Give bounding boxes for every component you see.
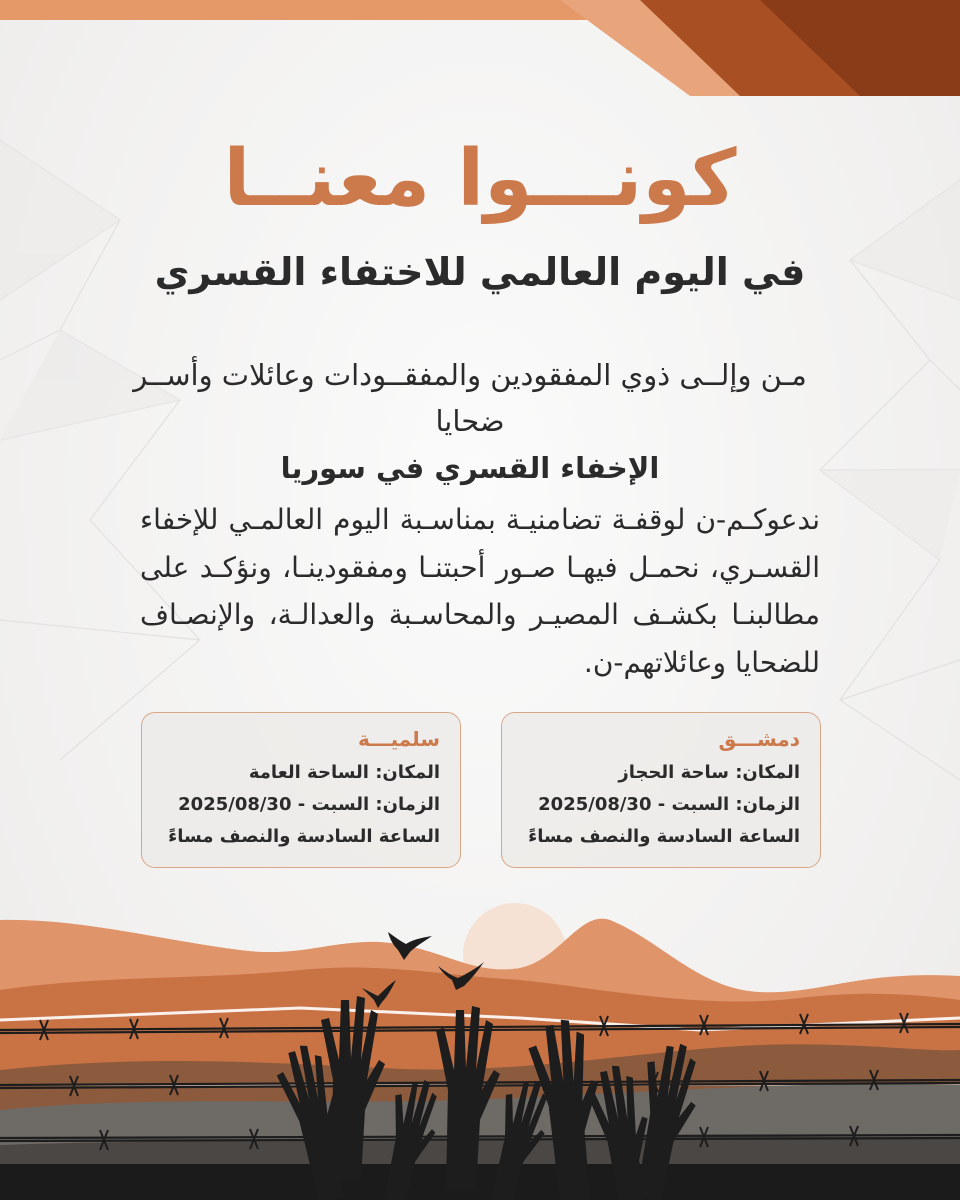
event-card-damascus — [501, 712, 821, 868]
audience-line: مـن وإلــى ذوي المفقودين والمفقــودات وعائلات وأســر ضحايا — [133, 358, 807, 439]
event-city: سلميـــة — [357, 727, 440, 751]
audience-emphasis: الإخفاء القسري في سوريا — [280, 450, 660, 485]
bottom-illustration — [0, 880, 960, 1200]
event-time: الساعة السادسة والنصف مساءً — [528, 826, 800, 847]
headline: كونـــوا معنــا — [223, 134, 737, 224]
event-time: الساعة السادسة والنصف مساءً — [168, 826, 440, 847]
subtitle: في اليوم العالمي للاختفاء القسري — [154, 250, 806, 294]
event-date: الزمان: السبت - 2025/08/30 — [178, 794, 440, 815]
event-place: المكان: ساحة الحجاز — [618, 762, 800, 783]
event-place: المكان: الساحة العامة — [248, 762, 440, 783]
top-bands — [0, 0, 960, 100]
event-date: الزمان: السبت - 2025/08/30 — [538, 794, 800, 815]
invitation-text: ندعوكـم-ن لوقفـة تضامنيـة بمناسـبة اليوم العالمـي للإخفاء القسـري، نحمـل فيهـا صـور أحبتنـا ومفقودينـا، ونؤكـد على مطالبنـا بكشـف المصيـر والمحاسـبة والعدالـة، والإنصـاف للضحايا وعائلاتهم-ن. — [140, 503, 820, 679]
event-card-salamiyah — [141, 712, 461, 868]
audience-text — [120, 352, 820, 491]
event-city: دمشـــق — [718, 727, 800, 751]
